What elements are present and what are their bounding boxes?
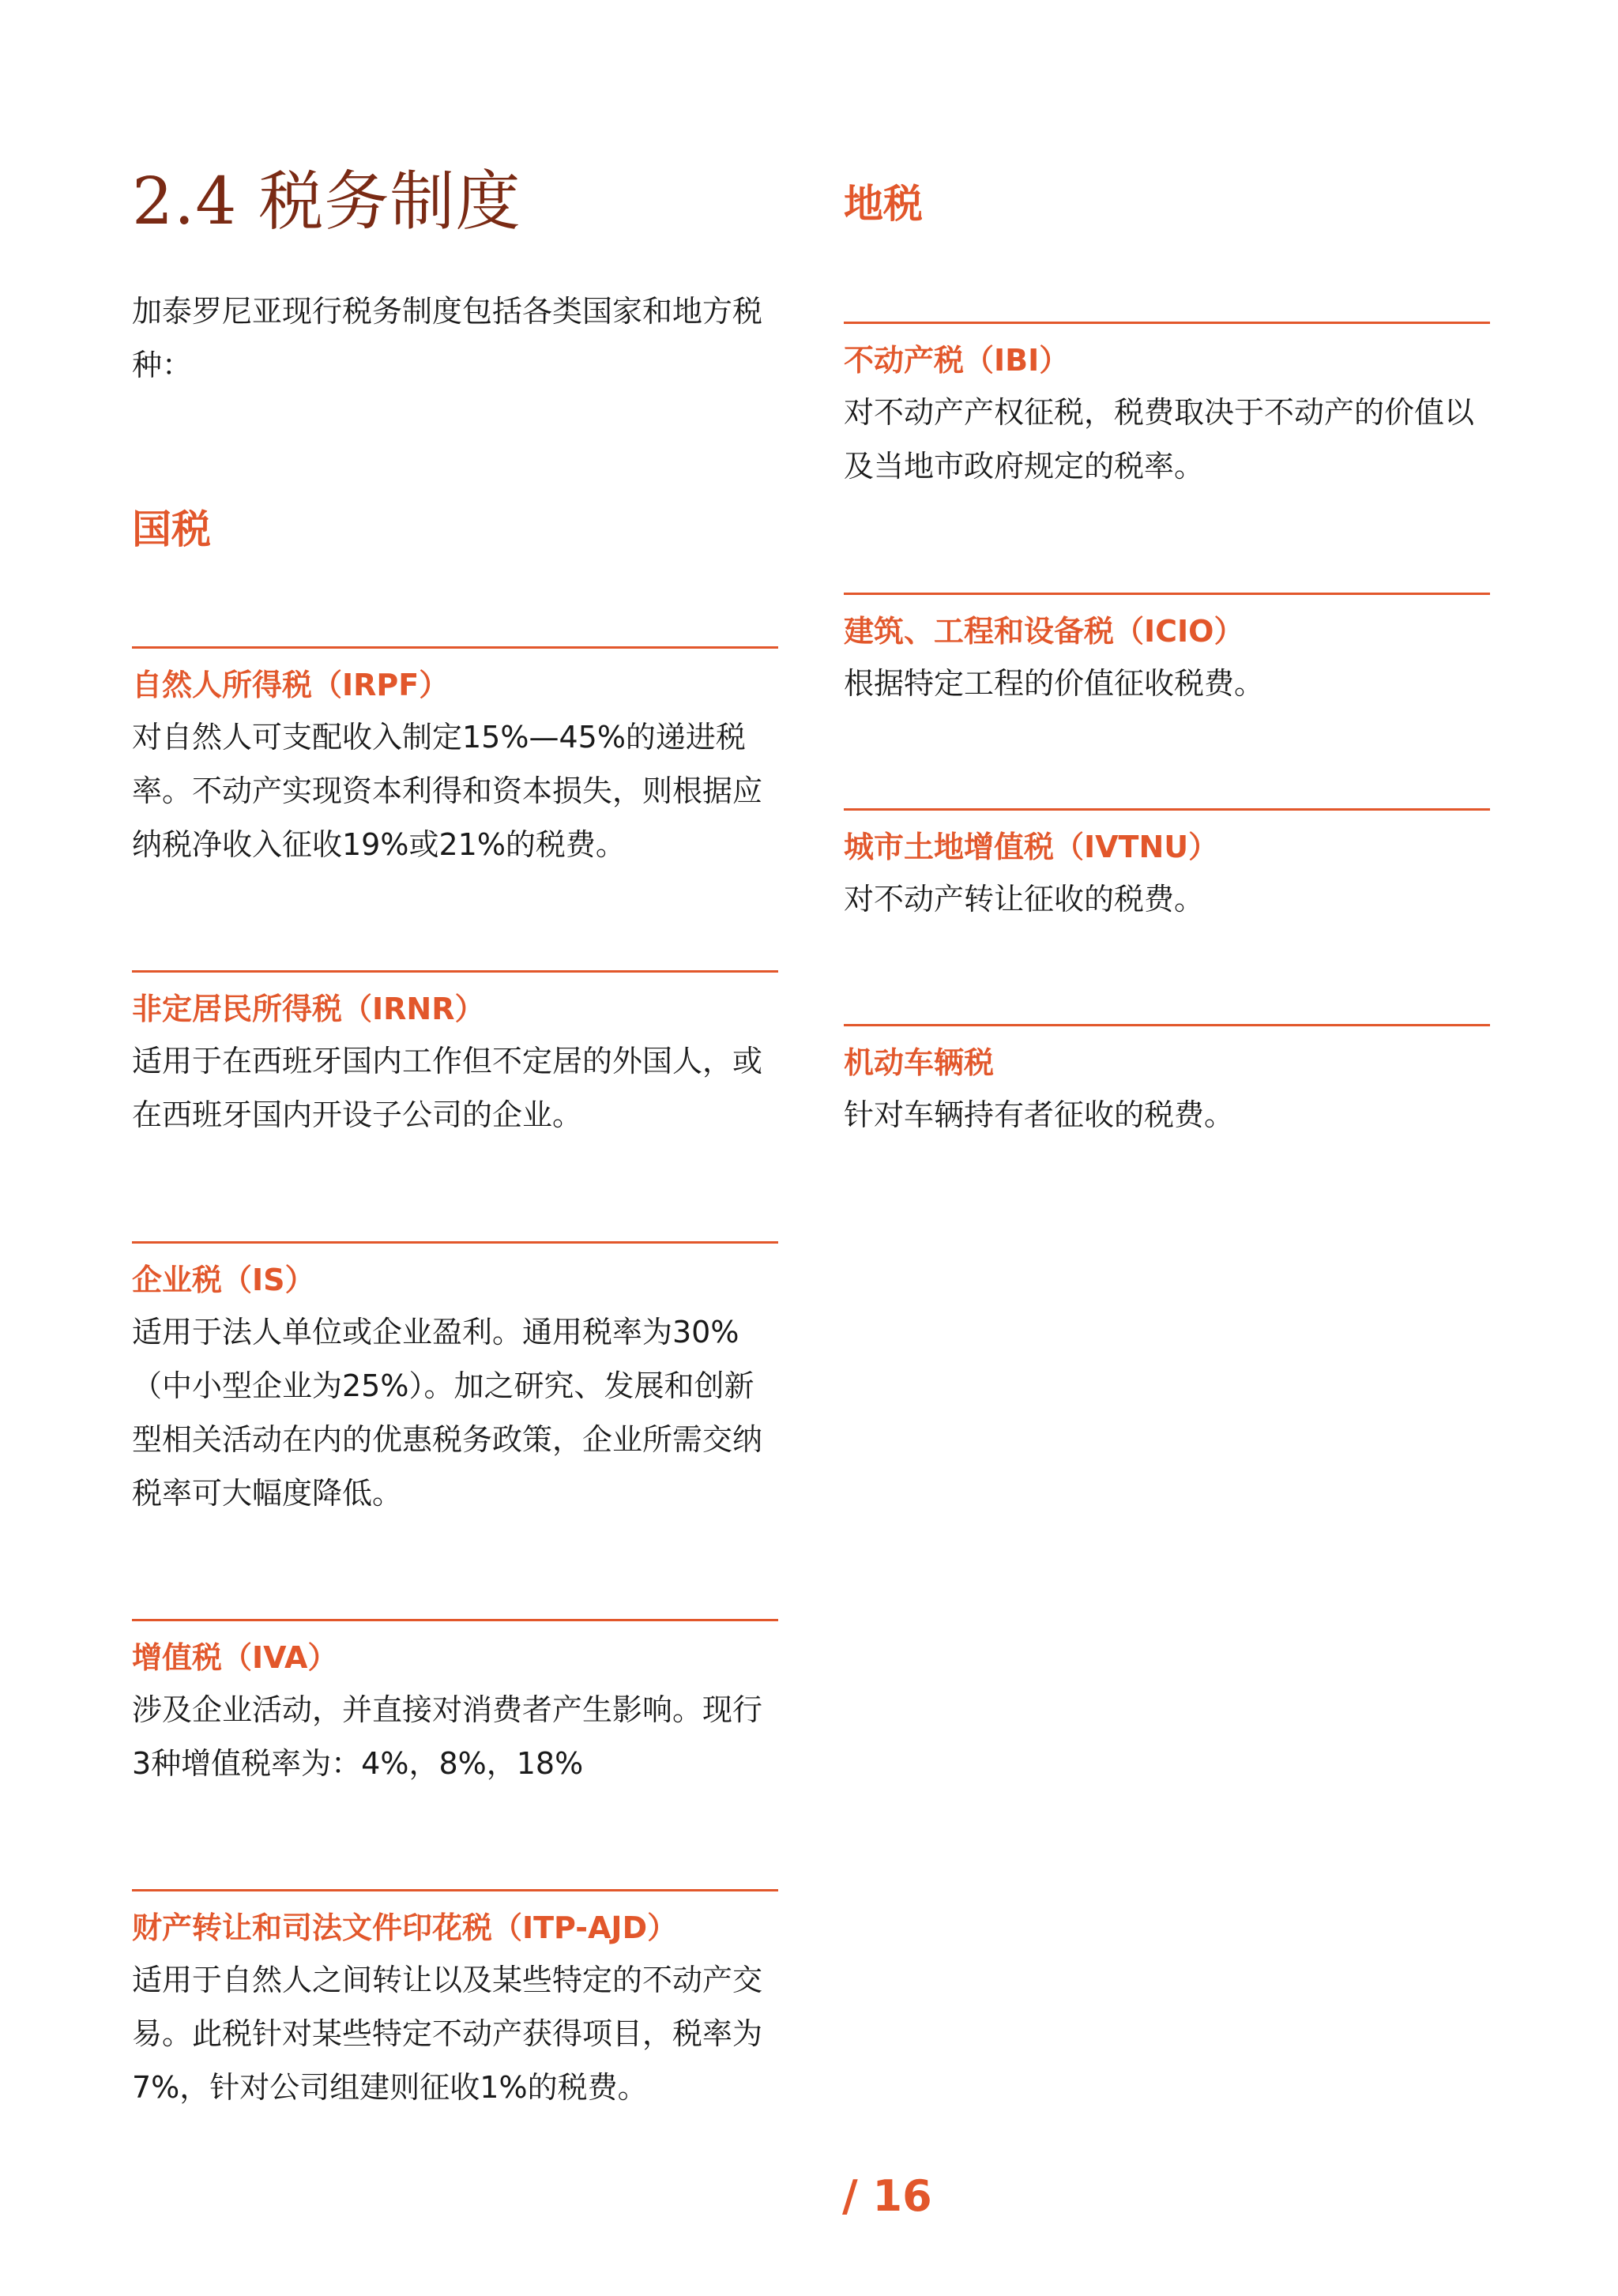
tax-item-vehicle: [844, 1024, 1490, 1142]
section-divider: [844, 808, 1490, 811]
section-divider: [844, 1024, 1490, 1026]
tax-item-iva: [132, 1619, 778, 1790]
tax-description: 对自然人可支配收入制定15%—45%的递进税率。不动产实现资本利得和资本损失，则根据应纳税净收入征收19%或21%的税费。: [132, 720, 763, 862]
tax-item-irnr: [132, 970, 778, 1142]
tax-description: 根据特定工程的价值征收税费。: [844, 666, 1265, 701]
tax-description: 适用于在西班牙国内工作但不定居的外国人，或在西班牙国内开设子公司的企业。: [132, 1044, 763, 1132]
tax-name: 增值税（IVA）: [132, 1640, 338, 1675]
tax-item-irpf: [132, 646, 778, 871]
page-title: 2.4 税务制度: [132, 164, 521, 239]
tax-name: 企业税（IS）: [132, 1263, 315, 1297]
tax-description: 涉及企业活动，并直接对消费者产生影响。现行3种增值税率为：4%，8%，18%: [132, 1692, 763, 1781]
tax-name: 城市土地增值税（IVTNU）: [844, 830, 1219, 864]
section-divider: [132, 646, 778, 649]
tax-item-ibi: [844, 322, 1490, 493]
tax-description: 针对车辆持有者征收的税费。: [844, 1097, 1235, 1132]
tax-name: 机动车辆税: [844, 1045, 995, 1080]
tax-description: 对不动产转让征收的税费。: [844, 882, 1205, 917]
section-divider: [132, 1241, 778, 1244]
tax-name: 自然人所得税（IRPF）: [132, 668, 450, 702]
national-tax-heading: 国税: [132, 506, 211, 552]
intro-paragraph: 加泰罗尼亚现行税务制度包括各类国家和地方税种：: [132, 294, 763, 382]
tax-name: 建筑、工程和设备税（ICIO）: [844, 614, 1244, 649]
tax-item-ivtnu: [844, 808, 1490, 926]
tax-name: 不动产税（IBI）: [844, 343, 1070, 378]
tax-name: 非定居民所得税（IRNR）: [132, 992, 485, 1026]
tax-item-icio: [844, 593, 1490, 710]
tax-description: 适用于法人单位或企业盈利。通用税率为30%（中小型企业为25%）。加之研究、发展和创新型相关活动在内的优惠税务政策，企业所需交纳税率可大幅度降低。: [132, 1315, 763, 1511]
tax-name: 财产转让和司法文件印花税（ITP-AJD）: [132, 1910, 678, 1945]
local-tax-heading: 地税: [844, 181, 923, 227]
section-divider: [132, 1619, 778, 1621]
section-divider: [844, 322, 1490, 324]
section-divider: [132, 970, 778, 973]
page-number: / 16: [842, 2171, 932, 2221]
tax-description: 对不动产产权征税，税费取决于不动产的价值以及当地市政府规定的税率。: [844, 395, 1475, 484]
section-divider: [844, 593, 1490, 595]
section-divider: [132, 1889, 778, 1891]
tax-description: 适用于自然人之间转让以及某些特定的不动产交易。此税针对某些特定不动产获得项目，税率为7%，针对公司组建则征收1%的税费。: [132, 1963, 763, 2105]
tax-item-is: [132, 1241, 778, 1520]
tax-item-itp-ajd: [132, 1889, 778, 2114]
